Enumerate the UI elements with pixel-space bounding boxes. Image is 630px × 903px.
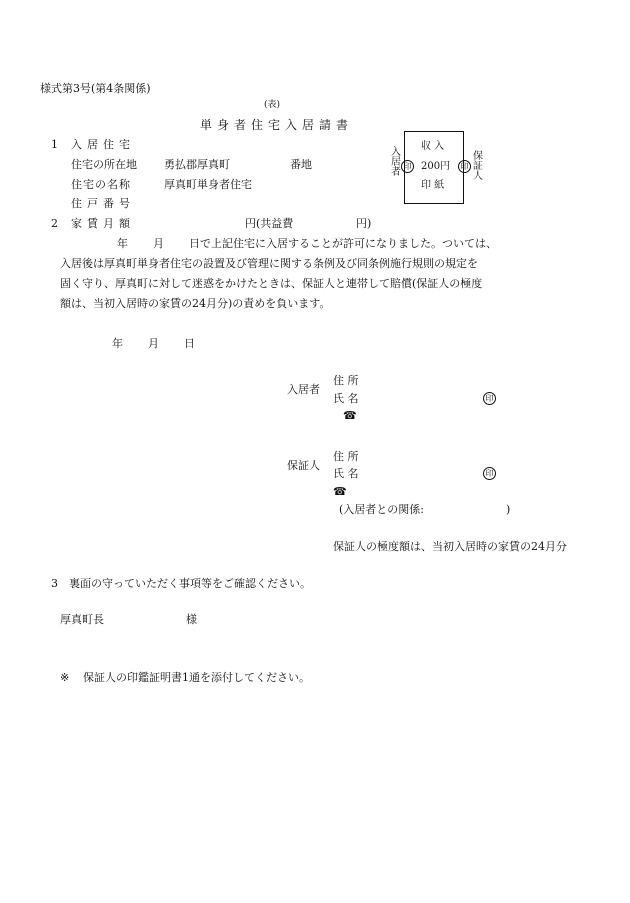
unit-number-label: 住戸番号 [71, 197, 135, 210]
guarantor-name-label: 氏 名 [333, 467, 359, 480]
section1-number: 1 [51, 138, 58, 151]
document-title: 単身者住宅入居請書 [200, 118, 354, 132]
rent-yen-close: 円) [356, 217, 372, 230]
location-suffix: 番地 [290, 158, 312, 171]
revenue-stamp-box [404, 131, 464, 204]
telephone-icon: ☎ [333, 485, 347, 498]
stamp-line2: 200円 [421, 161, 451, 172]
body-line1: 日で上記住宅に入居することが許可になりました。ついては、 [189, 237, 497, 250]
guarantor-seal: 印 [483, 467, 496, 480]
resident-name-label: 氏 名 [333, 392, 359, 405]
stamp-left-label: 入 居 者 [391, 147, 401, 178]
stamp-left-seal: 印 [401, 160, 414, 173]
body-month: 月 [153, 237, 164, 250]
note-mark: ※ [60, 671, 70, 684]
resident-address-label: 住 所 [333, 374, 359, 387]
resident-seal: 印 [483, 392, 496, 405]
stamp-right-label: 保 証 人 [473, 151, 483, 182]
front-label: (表) [264, 100, 281, 110]
section2-heading: 家賃月額 [71, 217, 135, 230]
body-line4: 額は、当初入居時の家賃の24月分)の責めを負います。 [60, 297, 331, 310]
addressee-name: 厚真町長 [60, 613, 104, 626]
guarantor-label: 保証人 [287, 459, 320, 472]
date-month: 月 [148, 337, 159, 350]
addressee-honorific: 様 [186, 613, 197, 626]
section2-number: 2 [51, 217, 58, 230]
resident-label: 入居者 [287, 383, 320, 396]
date-year: 年 [112, 337, 123, 350]
housing-name-label: 住宅の名称 [71, 178, 131, 191]
note-text: 保証人の印鑑証明書1通を添付してください。 [83, 671, 310, 684]
rent-yen: 円(共益費 [245, 217, 294, 230]
telephone-icon: ☎ [343, 409, 357, 422]
section3-number: 3 [51, 577, 58, 590]
body-line2: 入居後は厚真町単身者住宅の設置及び管理に関する条例及び同条例施行規則の規定を [60, 257, 478, 270]
location-label: 住宅の所在地 [71, 158, 137, 171]
location-value: 勇払郡厚真町 [164, 158, 230, 171]
stamp-line1: 収 入 [421, 141, 445, 152]
date-day: 日 [184, 337, 195, 350]
stamp-right-seal: 印 [458, 160, 471, 173]
body-line3: 固く守り、厚真町に対して迷惑をかけたときは、保証人と連帯して賠償(保証人の極度 [60, 277, 483, 290]
form-number: 様式第3号(第4条関係) [40, 82, 151, 95]
stamp-line3: 印 紙 [421, 180, 445, 191]
guarantor-limit-note: 保証人の極度額は、当初入居時の家賃の24月分 [333, 540, 567, 553]
body-year: 年 [117, 237, 128, 250]
relation-close: ) [506, 503, 511, 516]
guarantor-address-label: 住 所 [333, 450, 359, 463]
section3-text: 裏面の守っていただく事項等をご確認ください。 [69, 577, 311, 590]
housing-name-value: 厚真町単身者住宅 [164, 178, 252, 191]
relation-open: (入居者との関係: [339, 503, 424, 516]
section1-heading: 入居住宅 [71, 138, 135, 151]
